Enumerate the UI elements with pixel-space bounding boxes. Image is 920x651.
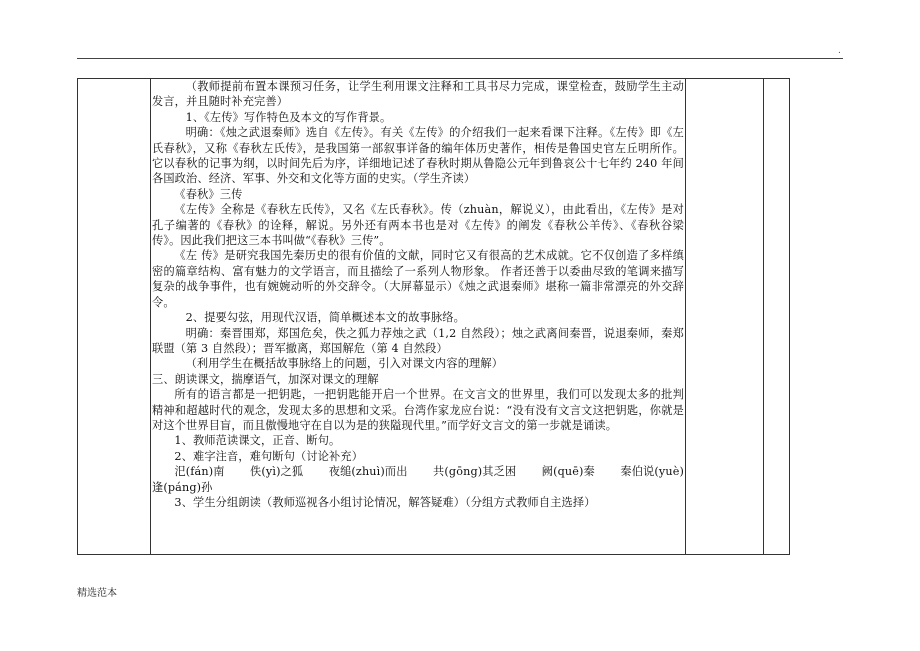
pinyin-item: 阙(quē)秦 <box>541 465 595 479</box>
paragraph: 1、《左传》写作特色及本文的写作背景。 <box>185 110 392 124</box>
paragraph: 《左传》全称是《春秋左氏传》，又名《左氏春秋》。传（zhuàn，解说义），由此看出，《左传》是对孔子编著的《春秋》的诠释，解说。另外还有两本书也是对《左传》的阐发《春秋公羊传》、《春秋谷梁传》。因此我们把这三本书叫做“《春秋》三传”。 <box>152 203 684 248</box>
paragraph: 《春秋》三传 <box>174 187 243 201</box>
paragraph: 《左 传》是研究我国先秦历史的很有价值的文献，同时它又有很高的艺术成就。它不仅创造了多样缜密的篇章结构、富有魅力的文学语言，而且描绘了一系列人物形象。 作者还善于以委曲尽致的笔调来描写复杂的战争事件，也有婉婉动听的外交辞令。（大屏幕显示）《烛之武退秦师》堪称一篇非常漂亮的外交辞令。 <box>152 249 684 309</box>
lesson-content-cell <box>152 79 684 553</box>
pinyin-row <box>152 464 684 479</box>
pinyin-item: 佚(yì)之狐 <box>250 465 304 479</box>
paragraph: 3、学生分组朗读（教师巡视各小组讨论情况，解答疑难）（分组方式教师自主选择） <box>174 495 596 509</box>
paragraph: （教师提前布置本课预习任务，让学生利用课文注释和工具书尽力完成，课堂检查，鼓励学生主动发言，并且随时补充完善） <box>152 80 684 109</box>
paragraph: （利用学生在概括故事脉络上的问题，引入对课文内容的理解） <box>185 357 504 371</box>
footer-label: 精选范本 <box>77 588 117 599</box>
table-column-divider-2 <box>685 78 686 555</box>
paragraph: 明确：《烛之武退秦师》选自《左传》。有关《左传》的介绍我们一起来看课下注释。《左传》即《左氏春秋》，又称《春秋左氏传》，是我国第一部叙事详备的编年体历史著作，相传是鲁国史官左丘明所作。它以春秋的记事为纲，以时间先后为序，详细地记述了春秋时期从鲁隐公元年到鲁哀公十七年约 240 年间各国政治、经济、军事、外交和文化等方面的史实。（学生齐读） <box>152 126 684 186</box>
paragraph: 2、难字注音，难句断句（讨论补充） <box>174 449 364 463</box>
paragraph: 所有的语言都是一把钥匙，一把钥匙能开启一个世界。在文言文的世界里，我们可以发现太多的批判精神和超越时代的观念，发现太多的思想和文采。台湾作家龙应台说：“没有没有文言文这把钥匙，你就是对这个世界目盲，而且傲慢地守在自以为是的狭隘现代里。”而学好文言文的第一步就是诵读。 <box>152 388 684 432</box>
table-column-divider-1 <box>150 78 151 555</box>
header-corner-mark: . <box>838 46 841 56</box>
pinyin-item: 汜(fán)南 <box>174 465 225 479</box>
pinyin-tail: 逢(páng)孙 <box>152 480 213 494</box>
pinyin-item: 秦伯说(yuè) <box>620 465 684 479</box>
paragraph: 2、提要勾弦，用现代汉语，简单概述本文的故事脉络。 <box>185 311 465 325</box>
pinyin-item: 共(gōng)其乏困 <box>433 465 517 479</box>
pinyin-item: 夜缒(zhuì)而出 <box>328 465 408 479</box>
paragraph: 明确：秦晋围郑，郑国危矣，佚之狐力荐烛之武（1,2 自然段）；烛之武离间秦晋，说退秦师，秦郑联盟（第 3 自然段）；晋军撤离，郑国解危（第 4 自然段） <box>152 326 684 355</box>
header-rule <box>77 58 843 59</box>
paragraph: 1、教师范读课文，正音、断句。 <box>174 434 341 448</box>
table-column-divider-3 <box>763 78 764 555</box>
section-heading: 三、朗读课文，揣摩语气，加深对课文的理解 <box>152 372 379 386</box>
